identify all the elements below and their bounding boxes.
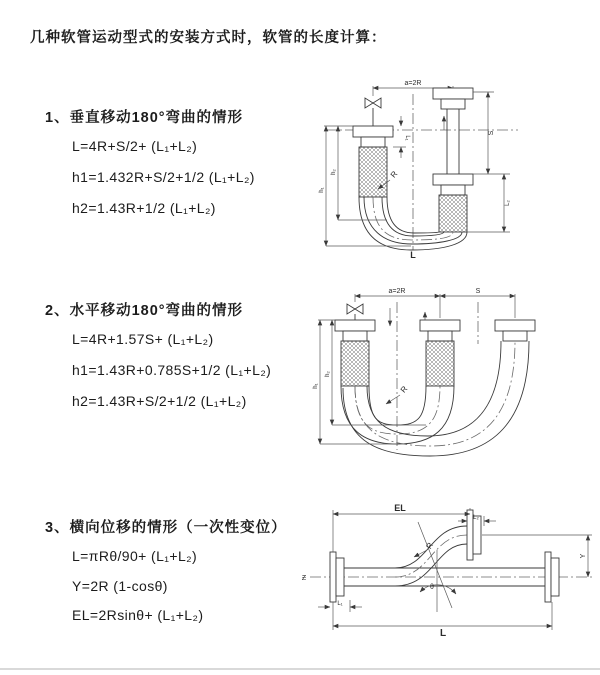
dimension-L1 [318, 600, 362, 612]
dim-label-theta: θ [430, 584, 434, 591]
left-flange [330, 552, 344, 602]
section-1-heading: 1、垂直移动180°弯曲的情形 [45, 110, 244, 126]
dimension-S [440, 288, 515, 296]
dimension-EL [333, 503, 470, 552]
radius-callout [386, 384, 410, 404]
dim-label-L: L [410, 250, 416, 260]
dimension-L1 [393, 116, 410, 158]
page-bottom-edge [0, 668, 600, 670]
section-2-formula-h1: h1=1.43R+0.785S+1/2 (L₁+L₂) [72, 362, 272, 378]
dim-label-L1: L₁ [337, 601, 343, 607]
flange-a-assembly [335, 320, 375, 386]
dim-label-R: R [424, 540, 436, 551]
dimension-L2 [467, 174, 511, 232]
diagram-vertical-180-bend [312, 72, 600, 260]
dimension-S [473, 92, 510, 174]
dim-label-h1: h₁ [313, 383, 319, 389]
section-3-formula-Y: Y=2R (1-cosθ) [72, 578, 168, 594]
dimension-Y [482, 535, 592, 577]
dimension-a2R [355, 288, 515, 318]
dim-label-S: S [488, 130, 495, 136]
section-3-formula-L: L=πRθ/90+ (L₁+L₂) [72, 548, 198, 564]
dim-label-R: R [398, 384, 410, 395]
valve-icon [365, 98, 381, 126]
section-1-formula-L: L=4R+S/2+ (L₁+L₂) [72, 138, 198, 154]
dimension-L [333, 602, 552, 639]
diagram-horizontal-180-bend [308, 282, 600, 460]
centerlines [326, 94, 518, 250]
left-flange-assembly [353, 126, 393, 197]
valve-icon [347, 304, 363, 320]
section-2-heading: 2、水平移动180°弯曲的情形 [45, 303, 244, 319]
dim-label-Y: Y [580, 553, 587, 559]
dim-label-h2: h₂ [325, 371, 331, 377]
dim-label-L: L [439, 628, 447, 639]
flange-b-assembly [420, 320, 460, 386]
dim-label-EL: EL [394, 503, 406, 513]
dim-label-h2: h₂ [331, 169, 337, 175]
page-title: 几种软管运动型式的安装方式时，软管的长度计算： [30, 30, 387, 46]
section-1-formula-h2: h2=1.43R+1/2 (L₁+L₂) [72, 200, 216, 216]
section-1-formula-h1: h1=1.432R+S/2+1/2 (L₁+L₂) [72, 169, 255, 185]
section-3-formula-EL: EL=2Rsinθ+ (L₁+L₂) [72, 607, 204, 623]
right-flange-assembly [433, 88, 473, 232]
dim-label-R: R [388, 169, 400, 180]
dim-label-L2: L₂ [505, 200, 511, 206]
right-flange [545, 552, 559, 602]
axis-mark: Ƶ [301, 575, 307, 582]
dimension-h2 [325, 320, 426, 425]
dim-label-a2R: a=2R [388, 288, 406, 295]
section-2-formula-h2: h2=1.43R+S/2+1/2 (L₁+L₂) [72, 393, 247, 409]
section-3-heading: 3、横向位移的情形（一次性变位） [45, 520, 287, 536]
dim-label-L2: L₂ [473, 515, 479, 521]
dim-label-S: S [475, 288, 481, 295]
flange-c-assembly [495, 320, 535, 341]
angle-theta [418, 522, 456, 612]
dim-label-L1: L₁ [404, 135, 410, 141]
section-2-formula-L: L=4R+1.57S+ (L₁+L₂) [72, 331, 214, 347]
diagram-lateral-displacement [300, 500, 600, 640]
dim-label-h1: h₁ [319, 187, 325, 193]
dim-label-a2R: a=2R [404, 80, 422, 87]
